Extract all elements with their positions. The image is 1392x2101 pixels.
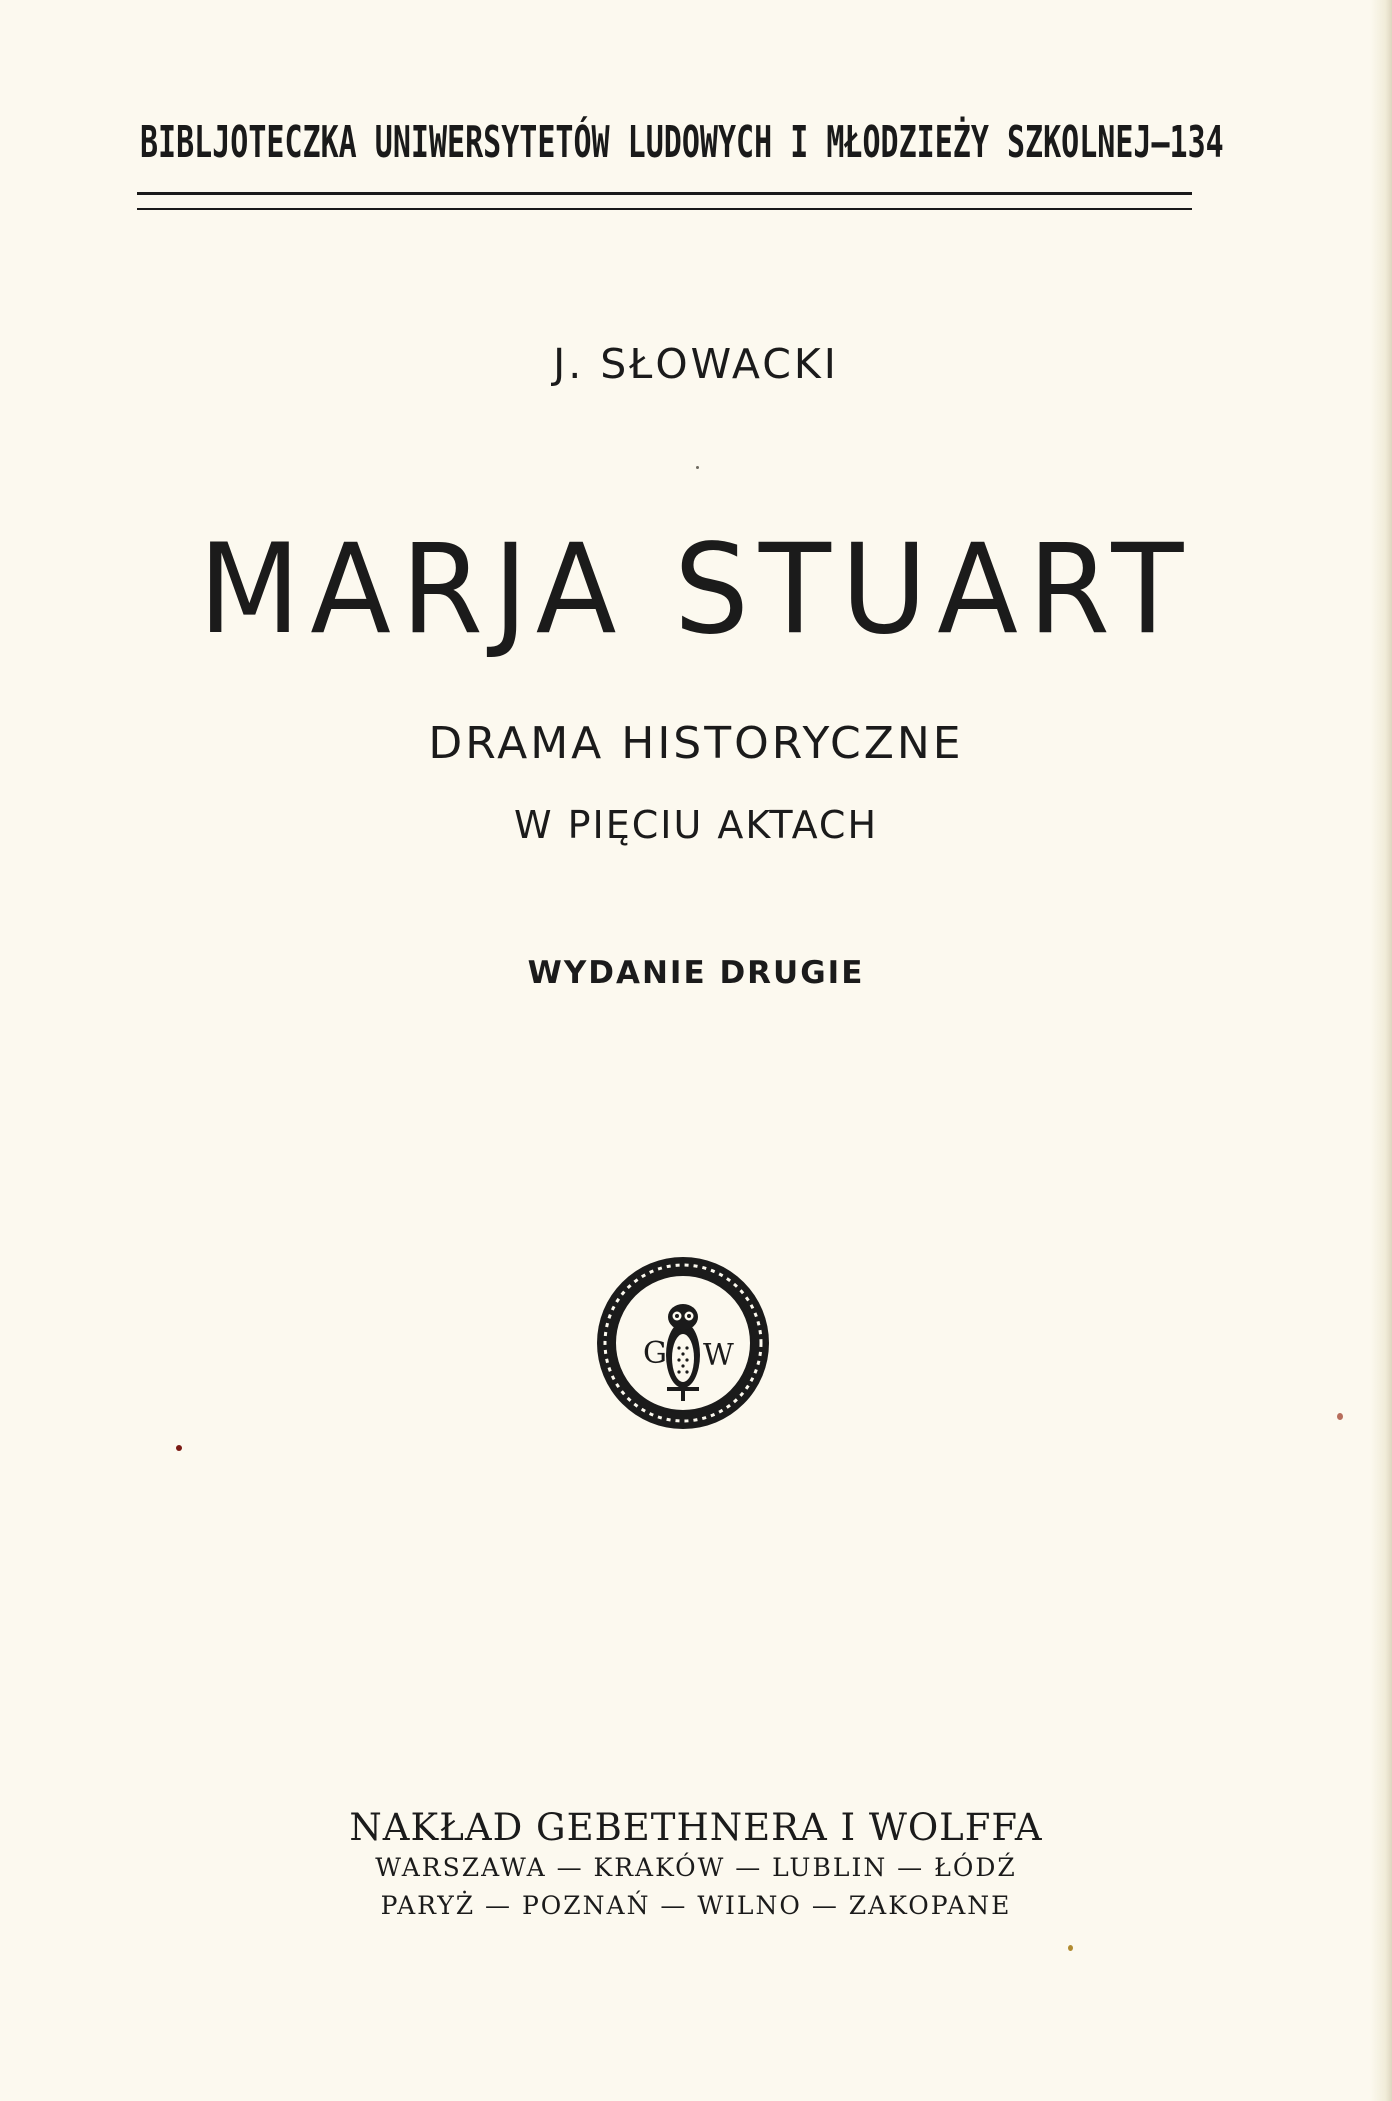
- publisher-cities-line2: PARYŻ — POZNAŃ — WILNO — ZAKOPANE: [380, 1891, 1012, 1920]
- owl-publisher-seal-icon: [593, 1253, 773, 1433]
- author-name: J. SŁOWACKI: [553, 340, 839, 388]
- edition-label: WYDANIE DRUGIE: [527, 955, 865, 991]
- scan-speck: [696, 466, 699, 469]
- series-header: BIBLJOTECZKA UNIWERSYTETÓW LUDOWYCH I MŁODZIEŻY SZKOLNEJ—134: [140, 118, 1224, 169]
- emblem-letter-w: W: [703, 1338, 734, 1373]
- scan-speck: [1068, 1945, 1073, 1951]
- publisher-name: NAKŁAD GEBETHNERA I WOLFFA: [349, 1806, 1043, 1849]
- scan-speck: [1337, 1413, 1343, 1420]
- book-title: MARJA STUART: [198, 516, 1194, 662]
- acts-line: W PIĘCIU AKTACH: [513, 803, 879, 847]
- scan-speck: [176, 1445, 182, 1451]
- header-rule-thick: [137, 192, 1192, 195]
- publisher-cities-line1: WARSZAWA — KRAKÓW — LUBLIN — ŁÓDŹ: [375, 1853, 1017, 1882]
- page-edge-shadow: [1370, 0, 1392, 2101]
- header-rule-thin: [137, 208, 1192, 210]
- emblem-letter-g: G: [643, 1336, 667, 1371]
- book-subtitle: DRAMA HISTORYCZNE: [428, 718, 964, 769]
